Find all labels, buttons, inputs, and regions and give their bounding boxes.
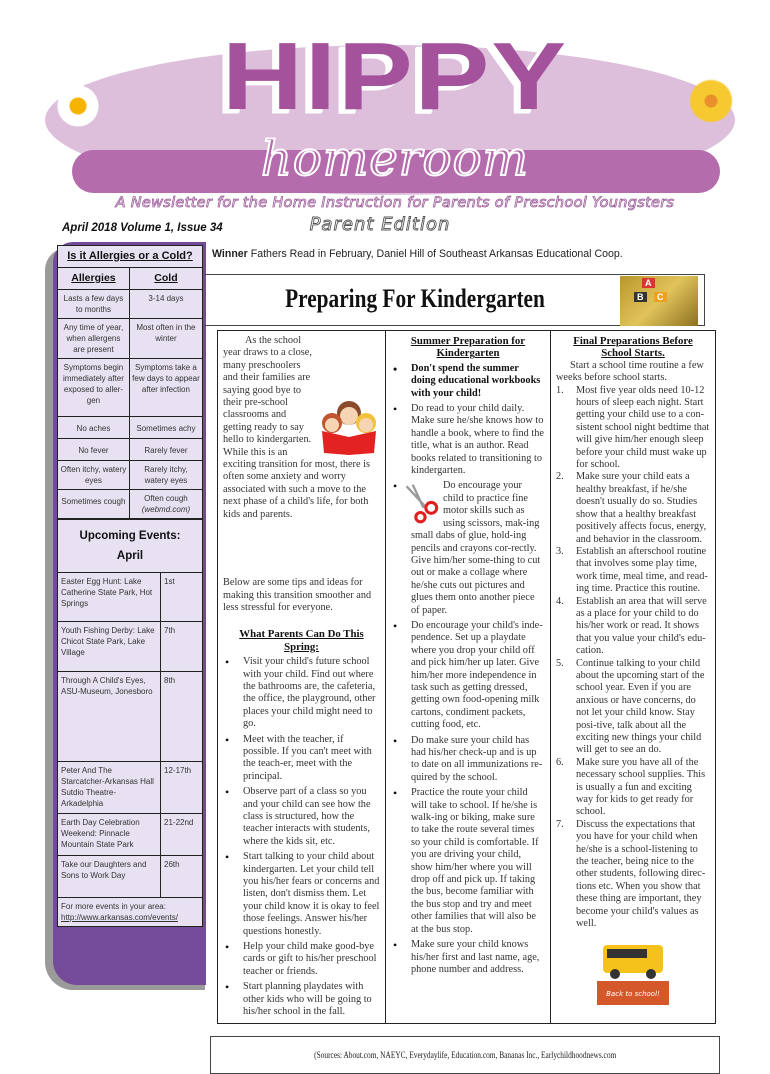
item-number: 1. [556, 384, 564, 396]
cell: No aches [58, 417, 130, 439]
masthead-logo: HIPPY [221, 23, 569, 130]
article-title: Preparing For Kindergarten [285, 284, 545, 313]
table-row [58, 439, 203, 461]
events-month: April [116, 550, 144, 562]
list-item: • Practice the route your child will take to school. If he/she is walk-ing or biking, make sure to take the route several times so your child is comfortable. If you are driving your child, show him/her where you will drop off and pick up. If taking the bus, become familiar with the bus stop and try and meet other families that will also be at the bus stop. [391, 787, 545, 936]
events-table [57, 519, 203, 927]
daisy-flower-icon [55, 83, 101, 129]
event-date: 26th [161, 856, 203, 898]
event-name: Take our Daughters and Sons to Work Day [58, 856, 161, 898]
list-item: • Make sure your child knows his/her first and last name, age, phone number and address. [391, 939, 545, 976]
cell: Symptoms begin immediately after exposed to aller-gen [58, 359, 130, 417]
column-summer [386, 331, 551, 1023]
cell: Symptoms take a few days to appear after infection [129, 359, 202, 417]
sources-box [210, 1036, 720, 1074]
event-date: 12-17th [161, 762, 203, 814]
item-number: 4. [556, 595, 564, 607]
intro-text: As the school year draws to a close, many preschoolers and their families are saying good bye to their pre-school classrooms and getting ready to say hello to kindergarten. While this is an exciting transition for most, there is often some anxiety and worry associated with such a move to the next phase of a child's life, for both kids and parents. [223, 335, 370, 520]
spring-list [223, 656, 380, 1018]
events-title: Upcoming Events: [79, 530, 181, 542]
winner-label: Winner [212, 248, 248, 260]
table-row [58, 461, 203, 490]
table-row [58, 417, 203, 439]
list-item [556, 546, 710, 596]
item-text: Continue talking to your child about the upcoming start of the school year. Even if you are anxious or have concerns, do not let your child know. Stay posi-tive, talk about all the exciting new things your child will get to see an do. [576, 657, 705, 756]
children-reading-icon [318, 397, 380, 455]
block-a-icon: A [642, 278, 655, 288]
item-number: 6. [556, 756, 564, 768]
list-item: • Do make sure your child has had his/her check-up and is up to date on all immunizations re-quired by the school. [391, 735, 545, 785]
article-columns [217, 330, 716, 1024]
item-text: Discuss the expectations that you have for your child when he/she is a school-listening to the teacher, being nice to the other students, following direc-tions etc. When you show that these thing are important, they become your child's values as well. [576, 818, 706, 930]
final-heading: Final Preparations Before School Starts. [573, 335, 693, 360]
summer-list [391, 363, 545, 977]
event-name: Through A Child's Eyes, ASU-Museum, Jonesboro [58, 672, 161, 762]
block-b-icon: B [634, 292, 647, 302]
event-date: 21-22nd [161, 814, 203, 856]
events-link[interactable]: http://www.arkansas.com/events/ [61, 913, 178, 922]
table-row [58, 290, 203, 319]
event-name: Earth Day Celebration Weekend: Pinnacle Mountain State Park [58, 814, 161, 856]
item-text: Establish an afterschool routine that involves some play time, work time, meal time, and read-ing time. Practice this routine. [576, 545, 708, 595]
table-title: Is it Allergies or a Cold? [58, 246, 203, 268]
more-events-label: For more events in your area: [61, 902, 166, 911]
list-item [391, 480, 545, 616]
school-bus-image [595, 941, 671, 1007]
cell: Lasts a few days to months [58, 290, 130, 319]
block-c-icon: C [654, 292, 667, 302]
sidebar-content [57, 245, 203, 927]
spring-heading: What Parents Can Do This Spring: [239, 628, 364, 653]
list-item: • Observe part of a class so you and your child can see how the class is structured, how the teacher interacts with students, where the kids sit, etc. [223, 786, 380, 848]
cell: Rarely itchy, watery eyes [129, 461, 202, 490]
summer-heading: Summer Preparation for Kindergarten [410, 335, 526, 360]
list-item [556, 819, 710, 931]
item-text: Make sure your child eats a healthy breakfast, if he/she doesn't usually do so. Studies show that a healthy breakfast positively affects focus, energy, and behavior in the classroom. [576, 471, 707, 545]
table-row [58, 490, 203, 519]
list-item: • Do read to your child daily. Make sure he/she knows how to handle a book, where to find the title, what is an author. Read books related to transitioning to kindergarten. [391, 403, 545, 477]
cell: Most often in the winter [129, 319, 202, 359]
cell [129, 490, 202, 519]
table-row [58, 319, 203, 359]
cell: 3-14 days [129, 290, 202, 319]
cell: Rarely fever [129, 439, 202, 461]
event-name: Peter And The Starcatcher-Arkansas Hall Sutdio Theatre-Arkadelphia [58, 762, 161, 814]
final-intro: Start a school time routine a few weeks before school starts. [556, 359, 704, 384]
table-row [58, 359, 203, 417]
events-heading [58, 520, 203, 573]
more-events [58, 898, 203, 927]
event-row [58, 622, 203, 672]
event-name: Youth Fishing Derby: Lake Chicot State Park, Lake Village [58, 622, 161, 672]
source-note: (webmd.com) [141, 505, 191, 514]
masthead-logo-sub: homeroom [261, 131, 529, 187]
event-row [58, 762, 203, 814]
list-item: • Meet with the teacher, if possible. If you can't meet with the teach-er, meet with the principal. [223, 734, 380, 784]
event-date: 8th [161, 672, 203, 762]
list-item [556, 757, 710, 819]
list-item: • Visit your child's future school with your child. Find out where the bathrooms are, the cafeteria, the office, the playground, other places your child might need to go. [223, 656, 380, 730]
list-item [556, 596, 710, 658]
column-final [551, 331, 715, 1023]
event-row [58, 672, 203, 762]
item-text: Most five year olds need 10-12 hours of sleep each night. Start getting your child use to a con-sistent school night bedtime that will give him/her enough sleep before your child must wake up for school. [576, 384, 710, 471]
header-cold: Cold [129, 268, 202, 290]
allergy-cold-table [57, 245, 203, 519]
item-text: Establish an area that will serve as a place for your child to do his/her work or read. It shows that you value your child's edu-cation. [576, 595, 707, 657]
sources-text: (Sources: About.com, NAEYC, Everydaylife, Education.com, Bananas Inc., Earlychildhoodnews.com [313, 1049, 617, 1060]
column-spring [218, 331, 386, 1023]
event-date: 7th [161, 622, 203, 672]
event-name: Easter Egg Hunt: Lake Catherine State Park, Hot Springs [58, 573, 161, 622]
item-text: Make sure you have all of the necessary school supplies. This is usually a fun and exciting way for kids to get ready for school. [576, 756, 706, 818]
event-row [58, 573, 203, 622]
item-number: 2. [556, 471, 564, 483]
list-item: • Don't spend the summer doing educational workbooks with your child! [391, 363, 545, 400]
cell: Any time of year, when allergens are present [58, 319, 130, 359]
intro-paragraph [223, 335, 380, 521]
item-number: 7. [556, 818, 564, 830]
event-date: 1st [161, 573, 203, 622]
winner-text: Fathers Read in February, Daniel Hill of Southeast Arkansas Educational Coop. [247, 248, 623, 260]
article-area [210, 330, 720, 1074]
yellow-flower-icon [688, 78, 734, 124]
list-item: • Do encourage your child's inde-pendence. Set up a playdate where you drop your child off and pick him/her up later. Give him/her more independence in task such as getting dressed, getting own food-opening milk cartons, condiment packets, cutting food, etc. [391, 620, 545, 732]
tagline: A Newsletter for the Home Instruction for Parents of Preschool Youngsters [115, 195, 675, 211]
winner-line [212, 248, 623, 260]
header-allergies: Allergies [58, 268, 130, 290]
cell: No fever [58, 439, 130, 461]
cell-text: Often cough [144, 494, 188, 503]
edition-label: Parent Edition [309, 214, 451, 235]
event-row [58, 814, 203, 856]
list-item [556, 471, 710, 545]
list-item-text: Do encourage your child to practice fine motor skills such as using scissors, mak-ing small dabs of glue, hold-ing pencils and crayons cor-rectly. Give him/her some-thing to cut out or make a collage where he/she cuts out pictures and glues them onto another piece of paper. [411, 480, 541, 616]
final-list [556, 385, 710, 931]
list-item [556, 658, 710, 757]
item-number: 5. [556, 657, 564, 669]
cell: Sometimes cough [58, 490, 130, 519]
issue-info: April 2018 Volume 1, Issue 34 [62, 222, 223, 234]
scissors-icon [405, 482, 439, 526]
event-row [58, 856, 203, 898]
bus-sign-text: Back to school! [606, 989, 660, 998]
list-item: • Help your child make good-bye cards or gift to his/her preschool teacher or friends. [223, 941, 380, 978]
crayons-blocks-image [620, 276, 698, 326]
cell: Sometimes achy [129, 417, 202, 439]
list-item [556, 385, 710, 472]
item-number: 3. [556, 545, 564, 557]
intro2-paragraph: Below are some tips and ideas for making this transition smoother and less stressful for everyone. [223, 577, 372, 613]
list-item: • Start planning playdates with other kids who will be going to his/her school in the fall. [223, 981, 380, 1018]
list-item: • Start talking to your child about kindergarten. Let your child tell you his/her fears or concerns and listen, don't dismiss them. Let your child know it is okay to feel those feelings. Answer his/her questions honestly. [223, 851, 380, 938]
cell: Often itchy, watery eyes [58, 461, 130, 490]
